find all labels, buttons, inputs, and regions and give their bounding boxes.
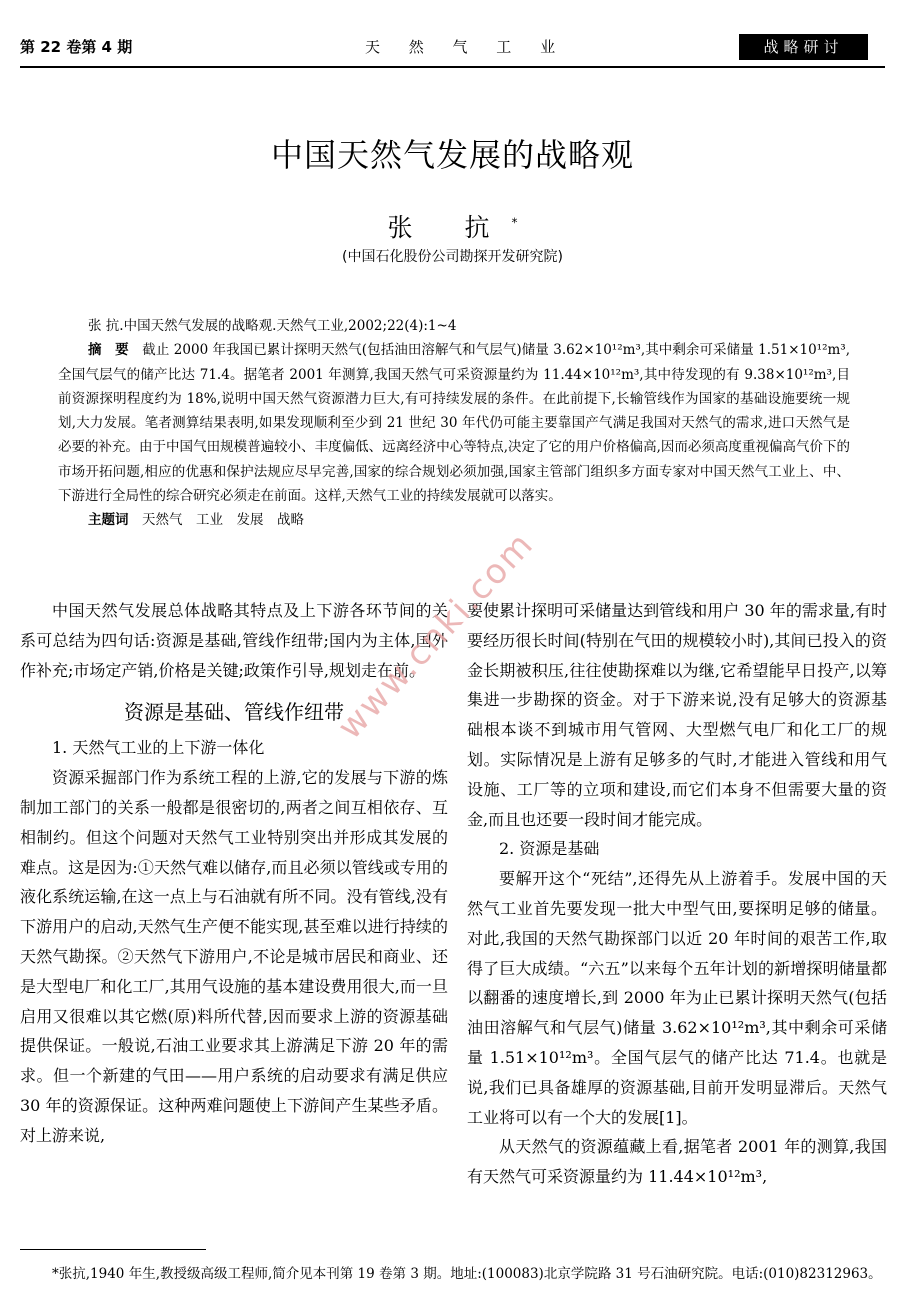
keywords: [58, 508, 850, 532]
footnote: *张抗,1940 年生,教授级高级工程师,简介见本刊第 19 卷第 3 期。地址:(100083)北京学院路 31 号石油研究院。电话:(010)82312963。: [52, 1266, 882, 1282]
subheading-2: 2. 资源是基础: [499, 839, 600, 859]
section-heading: 资源是基础、管线作纽带: [124, 700, 344, 725]
citation: 张 抗.中国天然气发展的战略观.天然气工业,2002;22(4):1~4: [88, 318, 457, 334]
intro-paragraph: 中国天然气发展总体战略其特点及上下游各环节间的关系可总结为四句话:资源是基础,管线作纽带;国内为主体,国外作补充;市场定产销,价格是关键;政策作引导,规划走在前。: [20, 601, 448, 680]
watermark: www.cnki.com: [330, 524, 542, 748]
footnote-rule: [20, 1249, 206, 1250]
right-column: [467, 596, 887, 1192]
abstract: [58, 338, 850, 508]
journal-name: 天 然 气 工 业: [365, 38, 568, 56]
paragraph: 从天然气的资源蕴藏上看,据笔者 2001 年的测算,我国有天然气可采资源量约为 11.44×10¹²m³,: [467, 1137, 887, 1187]
affiliation: (中国石化股份公司勘探开发研究院): [342, 249, 563, 265]
author-footnote-mark: *: [511, 215, 518, 230]
article-title: 中国天然气发展的战略观: [270, 136, 634, 174]
keywords-text: 天然气 工业 发展 战略: [142, 512, 304, 529]
paragraph: 要使累计探明可采储量达到管线和用户 30 年的需求量,有时要经历很长时间(特别在气田的规模较小时),其间已投入的资金长期被积压,往往使勘探难以为继,它希望能早日投产,以筹集进一步勘探的资金。对于下游来说,没有足够大的资源基础根本谈不到城市用气管网、大型燃气电厂和化工厂的规划。实际情况是上游有足够多的气时,才能进入管线和用气设施、工厂等的立项和建设,而它们本身不但需要大量的资金,而且也还要一段时间才能完成。: [467, 601, 887, 829]
abstract-text: 截止 2000 年我国已累计探明天然气(包括油田溶解气和气层气)储量 3.62×10¹²m³,其中剩余可采储量 1.51×10¹²m³,全国气层气的储产比达 71.4。据笔者 2001 年测算,我国天然气可采资源量约为 11.44×10¹²m³,其中待发现的有 9.38×10¹²m³,目前资源探明程度约为 18%,说明中国天然气资源潜力巨大,有可持续发展的条件。在此前提下,长输管线作为国家的基础设施要统一规划,大力发展。笔者测算结果表明,如果发现顺利至少到 21 世纪 30 年代仍可能主要靠国产气满足我国对天然气的需求,进口天然气是必要的补充。由于中国气田规模普遍较小、丰度偏低、远离经济中心等特点,决定了它的用户价格偏高,因而必须高度重视偏高气价下的市场开拓问题,相应的优惠和保护法规应尽早完善,国家的综合规划必须加强,国家主管部门组织多方面专家对中国天然气工业上、中、下游进行全局性的综合研究必须走在前面。这样,天然气工业的持续发展就可以落实。: [58, 342, 851, 505]
subheading-1: 1. 天然气工业的上下游一体化: [52, 738, 265, 758]
author: [0, 208, 905, 244]
paragraph: 要解开这个“死结”,还得先从上游着手。发展中国的天然气工业首先要发现一批大中型气田,要探明足够的储量。对此,我国的天然气勘探部门以近 20 年时间的艰苦工作,取得了巨大成绩。“六五”以来每个五年计划的新增探明储量都以翻番的速度增长,到 2000 年为止已累计探明天然气(包括油田溶解气和气层气)储量 3.62×10¹²m³,其中剩余可采储量 1.51×10¹²m³。全国气层气的储产比达 71.4。也就是说,我们已具备雄厚的资源基础,目前开发明显滞后。天然气工业将可以有一个大的发展[1]。: [467, 869, 887, 1127]
journal-issue: 第 22 卷第 4 期: [20, 38, 133, 56]
paragraph: 资源采掘部门作为系统工程的上游,它的发展与下游的炼制加工部门的关系一般都是很密切的,两者之间互相依存、互相制约。但这个问题对天然气工业特别突出并形成其发展的难点。这是因为:①天然气难以储存,而且必须以管线或专用的液化系统运输,在这一点上与石油就有所不同。没有管线,没有下游用户的启动,天然气生产便不能实现,甚至难以进行持续的天然气勘探。②天然气下游用户,不论是城市居民和商业、还是大型电厂和化工厂,其用气设施的基本建设费用很大,而一旦启用又很难以其它燃(原)料所代替,因而要求上游的资源基础提供保证。一般说,石油工业要求其上游满足下游 20 年的需求。但一个新建的气田——用户系统的启动要求有满足供应 30 年的资源保证。这种两难问题使上下游间产生某些矛盾。对上游来说,: [20, 768, 448, 1145]
abstract-label: 摘 要: [88, 342, 129, 359]
author-name: 张 抗: [387, 213, 512, 242]
keywords-label: 主题词: [88, 512, 129, 529]
header-rule: [20, 66, 885, 68]
section-tag: 战略研讨: [739, 34, 868, 60]
abstract-block: [58, 314, 850, 533]
